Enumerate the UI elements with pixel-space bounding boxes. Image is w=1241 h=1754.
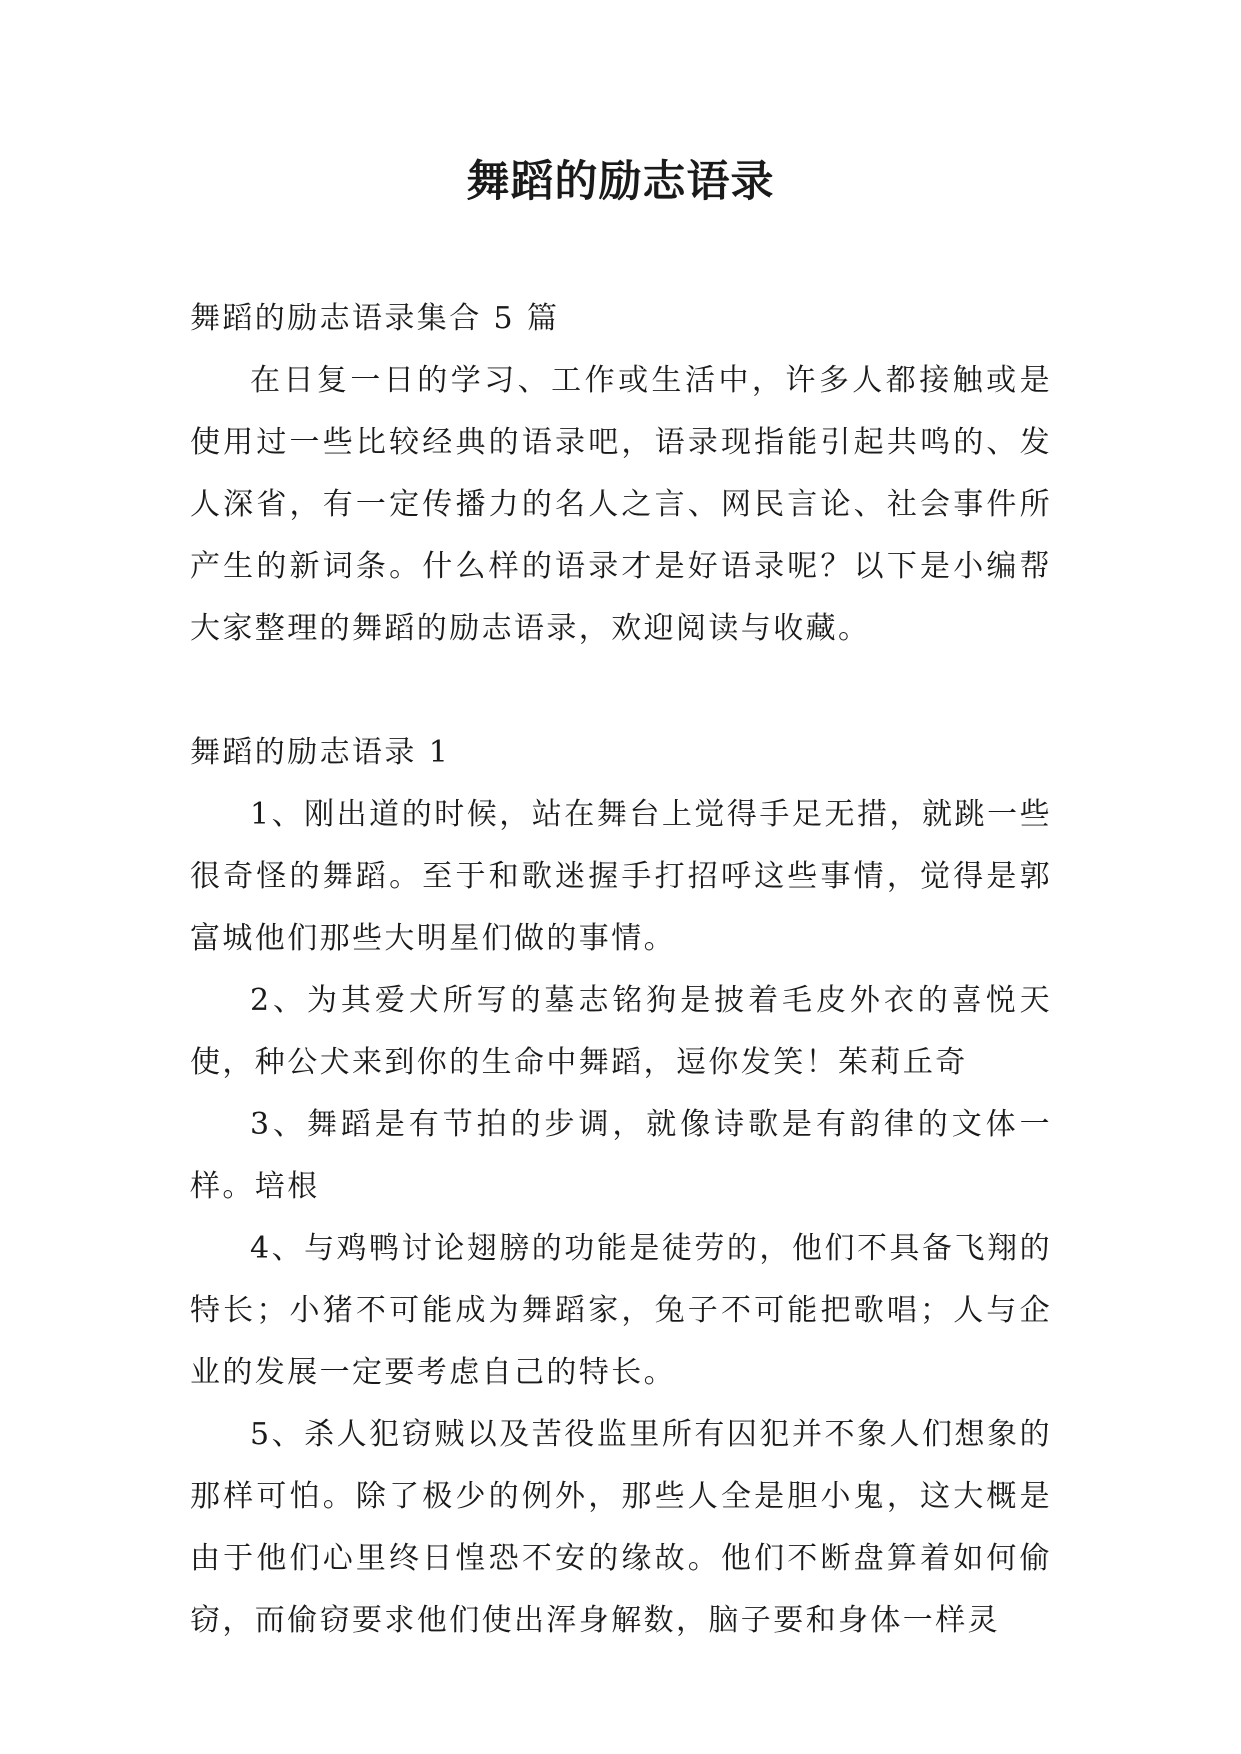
intro-paragraph: 在日复一日的学习、工作或生活中，许多人都接触或是使用过一些比较经典的语录吧，语录现指能引起共鸣的、发人深省，有一定传播力的名人之言、网民言论、社会事件所产生的新词条。什么样的语录才是好语录呢？以下是小编帮大家整理的舞蹈的励志语录，欢迎阅读与收藏。 bbox=[190, 363, 1052, 646]
quote-item-3: 3、舞蹈是有节拍的步调，就像诗歌是有韵律的文体一样。培根 bbox=[190, 1107, 1052, 1204]
quote-item-1: 1、刚出道的时候，站在舞台上觉得手足无措，就跳一些很奇怪的舞蹈。至于和歌迷握手打招呼这些事情，觉得是郭富城他们那些大明星们做的事情。 bbox=[190, 797, 1052, 956]
section-heading: 舞蹈的励志语录 1 bbox=[190, 735, 451, 770]
document-body bbox=[190, 288, 1052, 1652]
quote-item-4: 4、与鸡鸭讨论翅膀的功能是徒劳的，他们不具备飞翔的特长；小猪不可能成为舞蹈家，兔子不可能把歌唱；人与企业的发展一定要考虑自己的特长。 bbox=[190, 1231, 1052, 1390]
document-subtitle: 舞蹈的励志语录集合 5 篇 bbox=[190, 301, 560, 336]
quote-item-2: 2、为其爱犬所写的墓志铭狗是披着毛皮外衣的喜悦天使，种公犬来到你的生命中舞蹈，逗你发笑！茱莉丘奇 bbox=[190, 983, 1052, 1080]
document-title: 舞蹈的励志语录 bbox=[466, 157, 775, 207]
quote-item-5: 5、杀人犯窃贼以及苦役监里所有囚犯并不象人们想象的那样可怕。除了极少的例外，那些人全是胆小鬼，这大概是由于他们心里终日惶恐不安的缘故。他们不断盘算着如何偷窃，而偷窃要求他们使出浑身解数，脑子要和身体一样灵 bbox=[190, 1417, 1052, 1638]
section-spacer bbox=[190, 660, 1052, 722]
